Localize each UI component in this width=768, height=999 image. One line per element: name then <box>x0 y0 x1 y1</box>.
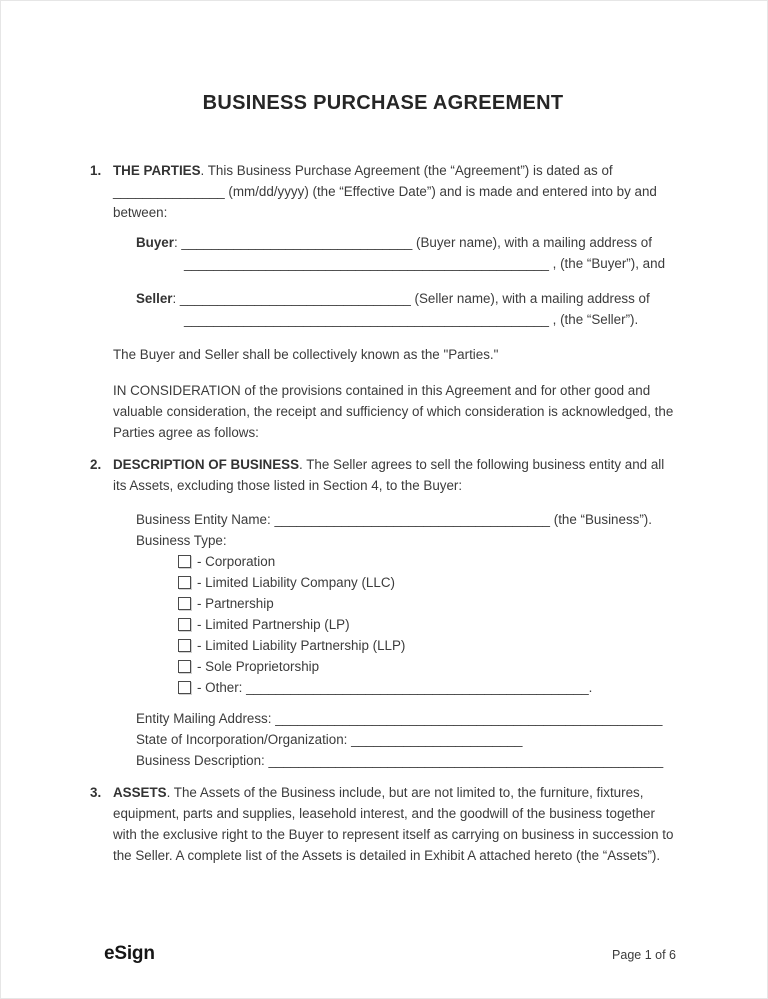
checkbox-other-label: - Other: ______________________________________________. <box>197 680 593 695</box>
esign-logo: eSign <box>104 943 155 964</box>
section-parties-content <box>113 160 676 443</box>
section-business-number: 2. <box>90 457 102 472</box>
section-assets <box>90 782 676 866</box>
business-type-label: Business Type: <box>136 533 227 548</box>
buyer-clause <box>136 232 676 274</box>
business-description-label: Business Description: <box>136 753 265 768</box>
section-assets-heading: ASSETS <box>113 785 167 800</box>
checkbox-partnership[interactable] <box>178 597 191 610</box>
entity-mailing-address-blank[interactable]: ____________________________________________________ <box>275 711 663 726</box>
section-assets-body <box>113 782 676 866</box>
checkbox-corporation-label: - Corporation <box>197 554 276 569</box>
entity-name-label: Business Entity Name: <box>136 512 271 527</box>
section-parties-intro-text: . This Business Purchase Agreement (the “Agreement”) is dated as of _______________ (mm/dd/yyyy) (the “Effective Date”) and is made and entered into by and between: <box>113 163 657 220</box>
business-type-option-other <box>178 677 676 698</box>
seller-line1: : _______________________________ (Seller name), with a mailing address of <box>172 291 650 306</box>
entity-mailing-address-line <box>136 708 676 729</box>
entity-name-suffix: (the “Business”). <box>553 512 652 527</box>
checkbox-llc-label: - Limited Liability Company (LLC) <box>197 575 395 590</box>
section-parties-number: 1. <box>90 163 102 178</box>
section-parties-intro <box>113 160 676 223</box>
section-assets-content <box>113 782 676 866</box>
checkbox-llp[interactable] <box>178 639 191 652</box>
section-parties <box>90 160 676 443</box>
section-business-intro-text: . The Seller agrees to sell the following business entity and all its Assets, excluding those listed in Section 4, to the Buyer: <box>113 457 665 493</box>
state-of-incorporation-label: State of Incorporation/Organization: <box>136 732 348 747</box>
section-assets-body-text: . The Assets of the Business include, but are not limited to, the furniture, fixtures, equipment, parts and supplies, leasehold interest, and the goodwill of the business together with the exclusive right to the Buyer to represent itself as carrying on business in succession to the Seller. A complete list of the Assets is detailed in Exhibit A attached hereto (the “Assets”). <box>113 785 674 863</box>
buyer-label: Buyer <box>136 235 174 250</box>
state-of-incorporation-blank[interactable]: _______________________ <box>351 732 523 747</box>
document-title: BUSINESS PURCHASE AGREEMENT <box>202 92 564 114</box>
seller-line2: _________________________________________________ , (the “Seller”). <box>184 312 639 327</box>
entity-name-line <box>136 509 676 530</box>
section-parties-heading: THE PARTIES <box>113 163 201 178</box>
entity-fields-block <box>136 708 676 771</box>
state-of-incorporation-line <box>136 729 676 750</box>
section-assets-number: 3. <box>90 785 102 800</box>
buyer-line1: : _______________________________ (Buyer name), with a mailing address of <box>173 235 652 250</box>
business-type-option-corporation <box>178 551 676 572</box>
checkbox-sole-proprietorship-label: - Sole Proprietorship <box>197 659 320 674</box>
parties-collective-clause: The Buyer and Seller shall be collectively known as the "Parties." <box>113 347 499 362</box>
section-business <box>90 454 676 771</box>
business-type-option-llp <box>178 635 676 656</box>
checkbox-corporation[interactable] <box>178 555 191 568</box>
business-description-line <box>136 750 676 771</box>
page-number-label: Page 1 of 6 <box>612 948 676 962</box>
checkbox-lp-label: - Limited Partnership (LP) <box>197 617 350 632</box>
seller-label: Seller <box>136 291 173 306</box>
business-type-option-llc <box>178 572 676 593</box>
entity-name-blank[interactable]: _____________________________________ <box>274 512 551 527</box>
checkbox-other[interactable] <box>178 681 191 694</box>
checkbox-sole-proprietorship[interactable] <box>178 660 191 673</box>
business-type-option-lp <box>178 614 676 635</box>
section-business-intro <box>113 454 676 496</box>
business-entity-block <box>136 509 676 698</box>
business-type-option-sole-proprietorship <box>178 656 676 677</box>
business-type-options <box>178 551 676 698</box>
checkbox-partnership-label: - Partnership <box>197 596 274 611</box>
seller-clause <box>136 288 676 330</box>
checkbox-lp[interactable] <box>178 618 191 631</box>
section-business-content <box>113 454 676 771</box>
checkbox-llc[interactable] <box>178 576 191 589</box>
business-description-blank[interactable]: _____________________________________________________ <box>268 753 664 768</box>
checkbox-llp-label: - Limited Liability Partnership (LLP) <box>197 638 406 653</box>
business-type-option-partnership <box>178 593 676 614</box>
consideration-clause: IN CONSIDERATION of the provisions contained in this Agreement and for other good and valuable consideration, the receipt and sufficiency of which consideration is acknowledged, the Parties agree as follows: <box>113 383 674 440</box>
entity-mailing-address-label: Entity Mailing Address: <box>136 711 272 726</box>
buyer-line2: _________________________________________________ , (the “Buyer”), and <box>184 256 666 271</box>
section-business-heading: DESCRIPTION OF BUSINESS <box>113 457 300 472</box>
